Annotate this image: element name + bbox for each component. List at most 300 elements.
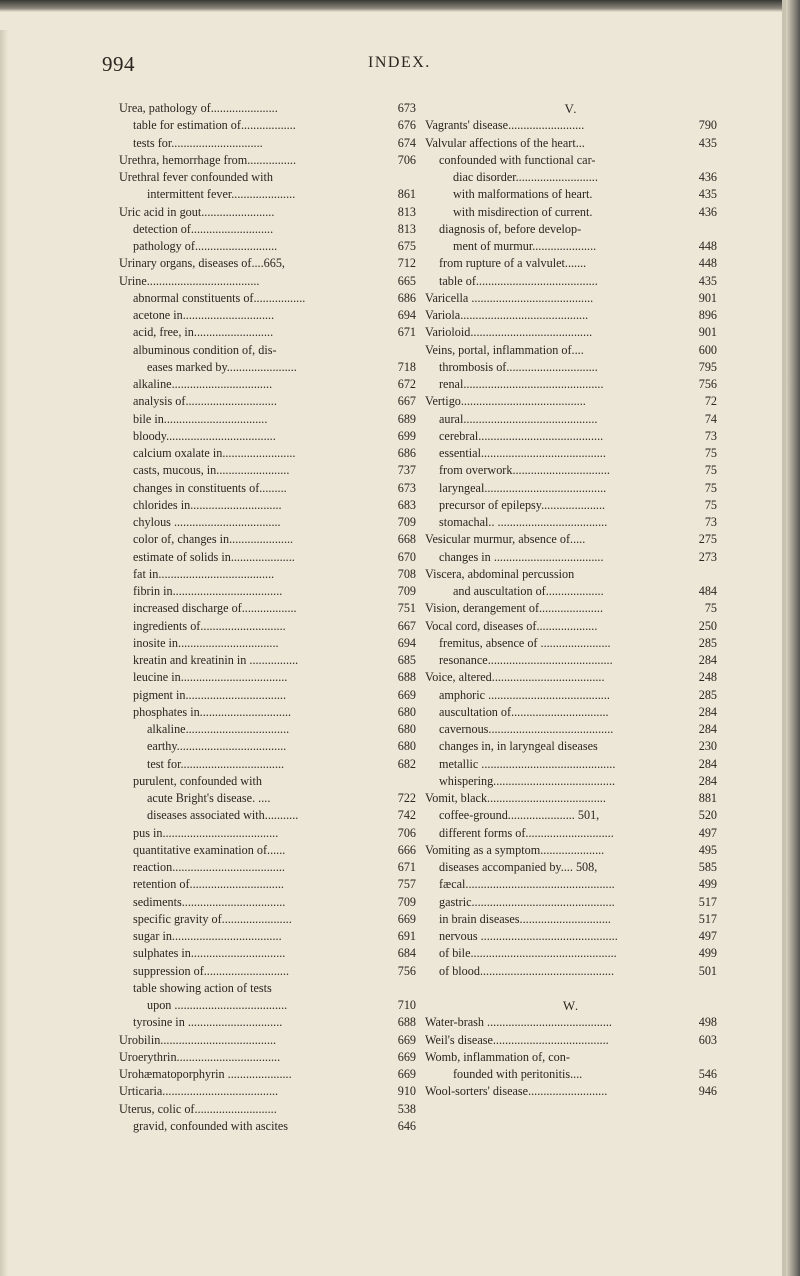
index-entry (119, 497, 416, 514)
index-entry (425, 600, 717, 617)
index-entry-term: alkaline................................. (133, 377, 273, 391)
index-entry (119, 1014, 416, 1031)
index-entry (119, 290, 416, 307)
index-entry-page: 682 (397, 756, 416, 771)
index-entry-page: 706 (397, 152, 416, 167)
index-entry-term: resonance......................................... (439, 653, 613, 667)
index-entry-term: confounded with functional car- (439, 152, 596, 167)
index-entry (119, 652, 416, 669)
index-entry-page: 901 (698, 290, 717, 305)
index-entry (425, 290, 717, 307)
index-entry (425, 687, 717, 704)
index-entry-page: 284 (698, 756, 717, 771)
index-entry-term: table for estimation of.................. (133, 118, 296, 133)
index-entry (425, 963, 717, 980)
index-entry-page: 680 (397, 704, 416, 719)
index-entry (119, 825, 416, 842)
index-entry-term: amphoric ........................................ (439, 687, 610, 702)
index-entry-page: 74 (704, 411, 717, 426)
page-header (0, 52, 780, 76)
index-entry (425, 255, 717, 272)
index-entry-page: 709 (397, 894, 416, 909)
index-entry-term: Urobilin...................................... (119, 1032, 277, 1047)
index-entry-page: 688 (397, 1015, 416, 1030)
index-entry (119, 911, 416, 928)
index-entry-term: diseases accompanied by.... 508, (439, 860, 598, 874)
index-entry-term: whispering........................................ (439, 773, 616, 788)
index-entry (425, 480, 717, 497)
index-entry (119, 342, 416, 359)
index-entry-page: 75 (704, 446, 717, 460)
index-entry (119, 997, 416, 1014)
index-entry (425, 773, 717, 790)
index-entry (425, 462, 717, 479)
index-entry-term: fæcal................................................. (439, 877, 615, 892)
index-entry (119, 945, 416, 962)
index-entry (119, 1049, 416, 1066)
index-entry (119, 393, 416, 410)
index-entry (425, 135, 717, 152)
index-entry (119, 480, 416, 497)
index-entry-term: Vagrants' disease......................... (425, 118, 585, 133)
index-entry (425, 428, 717, 445)
index-entry-term: Wool-sorters' disease.......................... (425, 1084, 608, 1099)
index-entry-term: kreatin and kreatinin in ................ (133, 653, 299, 667)
index-entry-term: Weil's disease...................................... (425, 1032, 609, 1047)
index-entry-page: 275 (698, 532, 717, 547)
index-entry (119, 221, 416, 238)
index-entry-page: 284 (698, 704, 717, 719)
index-entry-term: purulent, confounded with (133, 773, 262, 788)
section-letter-heading: V. (564, 101, 578, 116)
index-entry (119, 928, 416, 945)
index-entry (119, 980, 416, 997)
index-entry (119, 135, 416, 152)
index-entry (425, 583, 717, 600)
index-entry-term: ment of murmur..................... (453, 239, 597, 253)
index-entry-page: 669 (397, 1032, 416, 1047)
index-entry-term: color of, changes in..................... (133, 532, 294, 547)
index-entry (425, 652, 717, 669)
index-entry-page: 497 (698, 825, 717, 840)
index-entry-page: 910 (397, 1084, 416, 1099)
index-entry (425, 359, 717, 376)
index-column-left (119, 100, 416, 1135)
index-entry-page: 73 (704, 428, 717, 443)
index-entry (119, 738, 416, 755)
index-entry (425, 790, 717, 807)
index-entry-page: 706 (397, 825, 416, 840)
index-entry-page: 436 (698, 204, 717, 219)
index-entry-page: 757 (397, 877, 416, 892)
index-entry (425, 876, 717, 893)
index-entry (119, 186, 416, 203)
index-entry-term: Urticaria...................................... (119, 1084, 279, 1099)
index-entry (119, 462, 416, 479)
index-entry (425, 859, 717, 876)
index-entry-page: 448 (698, 239, 717, 253)
index-entry-term: with misdirection of current. (453, 204, 593, 219)
index-entry (425, 169, 717, 186)
index-entry (119, 376, 416, 393)
index-entry-page: 709 (397, 515, 416, 529)
index-entry-page: 248 (698, 670, 717, 685)
index-entry-page: 813 (397, 204, 416, 219)
index-entry (425, 342, 717, 359)
index-entry (119, 773, 416, 790)
index-entry-term: renal.............................................. (439, 377, 604, 391)
index-entry (119, 307, 416, 324)
index-entry-page: 667 (397, 394, 416, 409)
index-entry-page: 673 (397, 480, 416, 495)
index-entry-page: 670 (397, 549, 416, 564)
index-entry-page: 75 (704, 601, 717, 616)
index-entry (119, 169, 416, 186)
index-entry-page: 546 (698, 1067, 717, 1081)
index-entry (119, 618, 416, 635)
index-entry (425, 324, 717, 341)
index-entry-page: 484 (698, 584, 717, 598)
index-entry-term: sediments.................................. (133, 894, 286, 909)
index-entry (119, 549, 416, 566)
index-entry (119, 721, 416, 738)
index-entry-term: cavernous......................................... (439, 722, 614, 736)
index-entry (425, 704, 717, 721)
index-entry (119, 600, 416, 617)
index-entry (119, 963, 416, 980)
index-entry (119, 152, 416, 169)
index-entry-term: aural............................................ (439, 411, 598, 426)
index-entry-term: changes in constituents of......... (133, 480, 287, 495)
index-entry (425, 152, 717, 169)
index-entry (119, 704, 416, 721)
index-entry (119, 204, 416, 221)
index-entry-page: 603 (698, 1032, 717, 1047)
index-entry-page: 896 (698, 308, 717, 322)
index-entry-term: different forms of............................. (439, 825, 614, 840)
index-entry (119, 894, 416, 911)
index-entry-page: 284 (698, 653, 717, 667)
index-entry (425, 1032, 717, 1049)
index-entry-term: chylous ................................... (133, 515, 281, 529)
index-entry-page: 230 (698, 739, 717, 754)
index-entry-term: reaction..................................... (133, 860, 285, 874)
index-entry-page: 435 (698, 135, 717, 150)
index-entry-page: 73 (704, 515, 717, 529)
index-entry-page: 756 (397, 963, 416, 978)
index-entry (425, 825, 717, 842)
index-entry-term: thrombosis of.............................. (439, 359, 598, 374)
index-entry-term: in brain diseases.............................. (439, 911, 611, 926)
index-entry (119, 359, 416, 376)
index-entry (425, 273, 717, 290)
index-entry-term: Vocal cord, diseases of.................... (425, 618, 598, 633)
index-entry-page: 712 (397, 256, 416, 271)
index-entry-page: 710 (397, 998, 416, 1012)
index-entry-term: laryngeal........................................ (439, 480, 607, 495)
index-entry-term: chlorides in.............................. (133, 497, 282, 512)
index-column-right (425, 100, 717, 1101)
index-entry-term: abnormal constituents of................. (133, 290, 306, 305)
index-entry (425, 911, 717, 928)
index-entry-term: coffee-ground...................... 501, (439, 808, 600, 823)
index-entry-page: 708 (397, 566, 416, 581)
index-entry (119, 411, 416, 428)
index-entry-term: calcium oxalate in........................ (133, 446, 296, 460)
index-entry-page: 72 (704, 394, 717, 409)
index-entry-term: quantitative examination of...... (133, 842, 286, 857)
index-entry-term: acid, free, in.......................... (133, 325, 274, 340)
index-entry-page: 718 (397, 359, 416, 374)
index-entry (119, 531, 416, 548)
index-entry (119, 859, 416, 876)
index-entry-term: intermittent fever..................... (147, 187, 296, 202)
index-entry-term: Varioloid........................................ (425, 325, 593, 340)
index-entry-term: Vision, derangement of..................... (425, 601, 603, 616)
index-entry-page: 688 (397, 670, 416, 685)
index-entry-term: sugar in.................................... (133, 929, 282, 943)
index-entry-term: Uterus, colic of........................... (119, 1101, 277, 1116)
index-entry-term: leucine in................................... (133, 670, 288, 685)
index-entry (425, 1049, 717, 1066)
index-entry (425, 618, 717, 635)
index-entry-term: changes in .................................... (439, 549, 604, 564)
index-entry-term: Voice, altered..................................... (425, 670, 605, 685)
index-entry-term: diac disorder........................... (453, 170, 598, 184)
index-entry (119, 876, 416, 893)
index-entry (119, 324, 416, 341)
index-entry-term: Vertigo......................................... (425, 394, 586, 409)
index-entry-term: Vomiting as a symptom..................... (425, 842, 605, 857)
index-entry (119, 1118, 416, 1135)
index-entry-term: Urinary organs, diseases of....665, (119, 256, 285, 271)
index-entry (425, 411, 717, 428)
index-entry-page: 435 (698, 187, 717, 202)
index-entry (425, 393, 717, 410)
running-head: INDEX. (368, 54, 431, 71)
index-entry-page: 674 (397, 135, 416, 150)
index-entry-term: Urethra, hemorrhage from................ (119, 152, 296, 167)
index-entry-term: Variola.......................................... (425, 308, 589, 322)
index-entry-term: acute Bright's disease. .... (147, 791, 271, 805)
index-entry (425, 238, 717, 255)
index-entry (119, 790, 416, 807)
index-entry (425, 1014, 717, 1031)
index-entry-page: 709 (397, 584, 416, 598)
index-entry (119, 1083, 416, 1100)
page-left-edge (0, 30, 8, 1276)
index-entry-term: cerebral......................................... (439, 428, 604, 443)
index-entry-term: pus in...................................... (133, 825, 279, 840)
index-entry-page: 666 (397, 842, 416, 857)
index-entry-page: 790 (698, 118, 717, 133)
index-entry-term: Uroerythrin.................................. (119, 1049, 281, 1064)
index-entry-term: changes in, in laryngeal diseases (439, 739, 598, 754)
index-entry-page: 680 (397, 722, 416, 736)
index-entry-page: 75 (704, 497, 717, 512)
index-entry (425, 445, 717, 462)
index-entry-page: 671 (397, 325, 416, 340)
index-entry-term: upon ..................................... (147, 998, 288, 1012)
index-entry-page: 448 (698, 256, 717, 271)
index-entry-term: specific gravity of....................... (133, 911, 292, 926)
index-entry-term: of bile................................................ (439, 946, 617, 961)
index-entry (425, 756, 717, 773)
index-entry-page: 691 (397, 929, 416, 943)
index-entry-page: 756 (698, 377, 717, 391)
index-entry-page: 686 (397, 290, 416, 305)
index-entry-page: 668 (397, 532, 416, 547)
index-entry-term: ingredients of............................ (133, 618, 286, 633)
index-entry-term: auscultation of................................ (439, 704, 609, 719)
index-entry (119, 428, 416, 445)
index-entry-term: Urohæmatoporphyrin ..................... (119, 1067, 292, 1081)
index-entry (119, 1032, 416, 1049)
index-entry-term: eases marked by....................... (147, 359, 297, 374)
index-entry (425, 307, 717, 324)
index-entry-page: 699 (397, 428, 416, 443)
index-entry-page: 684 (397, 946, 416, 961)
index-entry-page: 499 (698, 946, 717, 961)
index-entry (425, 566, 717, 583)
index-entry-page: 669 (397, 1049, 416, 1064)
section-letter-heading: W. (562, 998, 580, 1013)
index-entry-page: 694 (397, 308, 416, 322)
index-entry (425, 497, 717, 514)
index-entry (119, 445, 416, 462)
index-entry (119, 807, 416, 824)
index-entry-term: detection of........................... (133, 221, 274, 236)
index-entry-page: 435 (698, 273, 717, 288)
index-entry-page: 737 (397, 463, 416, 478)
index-entry-page: 499 (698, 877, 717, 892)
index-entry (425, 531, 717, 548)
index-entry-page: 861 (397, 187, 416, 202)
index-entry-term: Water-brash ......................................... (425, 1015, 612, 1030)
index-entry-term: suppression of............................ (133, 963, 290, 978)
index-entry (425, 945, 717, 962)
index-entry-page: 751 (397, 601, 416, 616)
page-right-edge (786, 0, 800, 1276)
index-entry (425, 117, 717, 134)
index-entry (119, 1101, 416, 1118)
index-entry-term: from overwork................................ (439, 463, 610, 478)
index-entry-page: 498 (698, 1015, 717, 1030)
scan-top-shadow (0, 0, 800, 12)
index-entry-term: casts, mucous, in........................ (133, 463, 290, 478)
index-entry (425, 738, 717, 755)
index-entry (425, 186, 717, 203)
index-entry-page: 75 (704, 463, 717, 478)
index-entry-page: 517 (698, 911, 717, 926)
index-entry (425, 721, 717, 738)
index-entry-term: pathology of........................... (133, 239, 278, 253)
index-entry-term: alkaline.................................. (147, 722, 290, 736)
section-gap (425, 980, 717, 997)
index-entry-term: nervous ............................................. (439, 929, 618, 943)
index-entry (119, 756, 416, 773)
index-entry-term: metallic ............................................ (439, 756, 616, 771)
index-entry-page: 520 (698, 808, 717, 823)
index-entry-page: 669 (397, 911, 416, 926)
index-entry (119, 583, 416, 600)
index-entry-page: 538 (397, 1101, 416, 1116)
index-entry-term: tyrosine in ............................... (133, 1015, 283, 1030)
index-entry-term: bloody.................................... (133, 428, 276, 443)
index-entry-term: Viscera, abdominal percussion (425, 566, 575, 581)
index-entry (119, 238, 416, 255)
index-entry-page: 669 (397, 1067, 416, 1081)
index-entry-term: Urine..................................... (119, 273, 260, 288)
index-entry-page: 585 (698, 860, 717, 874)
index-entry-page: 284 (698, 773, 717, 788)
index-entry-term: essential......................................... (439, 446, 606, 460)
index-entry (425, 807, 717, 824)
index-entry (425, 928, 717, 945)
index-entry-term: of blood............................................ (439, 963, 615, 978)
index-entry-term: Uric acid in gout........................ (119, 204, 275, 219)
index-entry (119, 1066, 416, 1083)
index-entry-term: Urea, pathology of...................... (119, 101, 278, 115)
index-entry-page: 675 (397, 239, 416, 253)
index-entry-page: 722 (397, 791, 416, 805)
index-entry-page: 75 (704, 480, 717, 495)
index-entry-page: 517 (698, 894, 717, 909)
index-entry-term: Womb, inflammation of, con- (425, 1049, 570, 1064)
index-entry (425, 842, 717, 859)
index-entry (425, 221, 717, 238)
index-entry (119, 842, 416, 859)
index-entry-term: from rupture of a valvulet....... (439, 256, 587, 271)
index-entry-page: 501 (698, 963, 717, 978)
index-entry-term: fremitus, absence of ....................... (439, 635, 611, 650)
index-entry-term: bile in.................................. (133, 411, 268, 426)
index-entry-term: inosite in................................. (133, 635, 279, 650)
index-entry (119, 687, 416, 704)
index-entry-term: albuminous condition of, dis- (133, 342, 277, 357)
index-entry-page: 669 (397, 687, 416, 702)
index-entry-term: Vesicular murmur, absence of..... (425, 532, 586, 547)
index-entry-page: 689 (397, 411, 416, 426)
index-entry-page: 285 (698, 635, 717, 650)
index-entry (425, 204, 717, 221)
index-entry-page: 273 (698, 549, 717, 564)
index-entry (119, 117, 416, 134)
index-entry-term: diagnosis of, before develop- (439, 221, 582, 236)
index-entry-page: 250 (698, 618, 717, 633)
index-entry-term: analysis of.............................. (133, 394, 277, 409)
index-entry-term: retention of............................... (133, 877, 284, 892)
index-entry-page: 685 (397, 653, 416, 667)
index-entry (425, 635, 717, 652)
index-entry-term: phosphates in.............................. (133, 704, 292, 719)
index-entry-term: sulphates in............................... (133, 946, 286, 961)
index-entry-term: test for.................................. (147, 756, 285, 771)
index-entry-page: 672 (397, 377, 416, 391)
index-entry-term: fibrin in.................................... (133, 584, 283, 598)
index-entry-term: Veins, portal, inflammation of.... (425, 342, 584, 357)
index-entry-term: Urethral fever confounded with (119, 170, 273, 184)
index-entry-term: estimate of solids in..................... (133, 549, 295, 564)
index-entry-page: 665 (397, 273, 416, 288)
index-entry (119, 273, 416, 290)
index-entry-page: 676 (397, 118, 416, 133)
index-entry-page: 881 (698, 791, 717, 805)
index-entry-term: increased discharge of.................. (133, 601, 297, 616)
index-entry-page: 495 (698, 842, 717, 857)
index-entry (425, 549, 717, 566)
index-entry-page: 667 (397, 618, 416, 633)
